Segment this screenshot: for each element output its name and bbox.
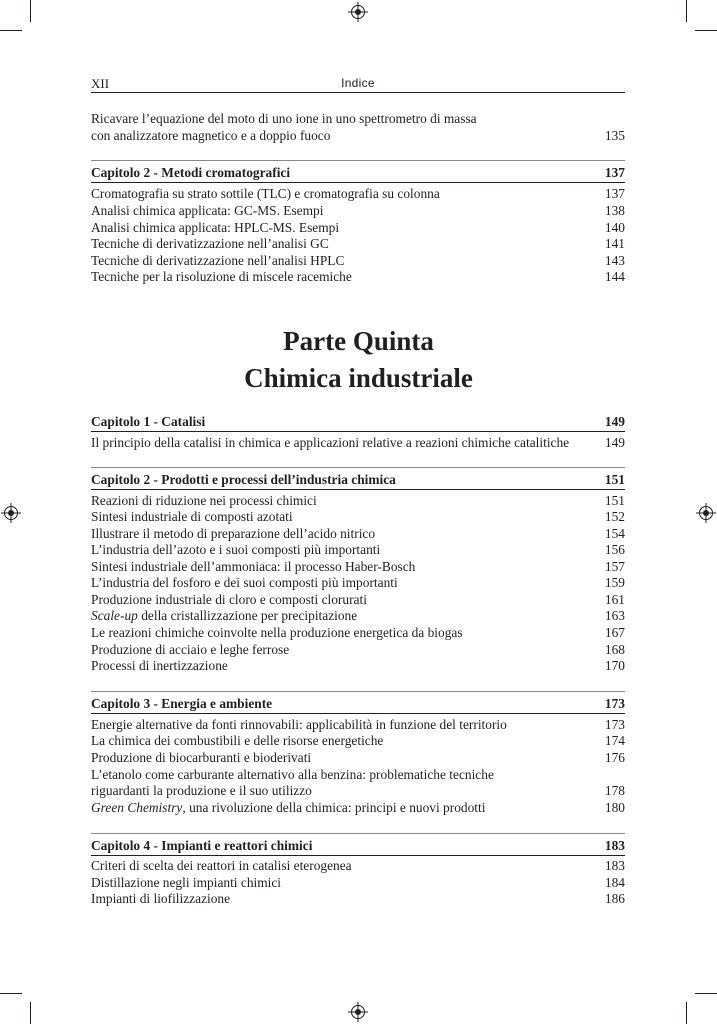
entry-text: L’industria del fosforo e dei suoi composti più importanti — [91, 575, 398, 590]
page-ref: 149 — [604, 414, 625, 429]
page-ref: 156 — [604, 542, 625, 557]
running-header — [91, 76, 625, 93]
divider — [91, 833, 625, 834]
toc-entry — [91, 219, 625, 236]
crop-mark — [0, 30, 22, 31]
toc-entry — [91, 525, 625, 542]
entry-text: Capitolo 1 - Catalisi — [91, 414, 206, 429]
entry-text: Green Chemistry — [91, 800, 183, 815]
crop-mark — [695, 30, 717, 31]
toc-entry — [91, 890, 625, 907]
page-ref: 138 — [604, 203, 625, 218]
toc-entry — [91, 732, 625, 749]
entry-text: Le reazioni chimiche coinvolte nella produzione energetica da biogas — [91, 625, 463, 640]
crop-mark — [0, 993, 22, 994]
toc-entry — [91, 641, 625, 658]
page-ref: 159 — [604, 575, 625, 590]
entry-text: Scale-up — [91, 608, 138, 623]
page-ref: 151 — [604, 493, 625, 508]
page-ref: 137 — [604, 186, 625, 201]
entry-text: Analisi chimica applicata: GC-MS. Esempi — [91, 203, 324, 218]
page-ref: 137 — [604, 165, 625, 180]
page-ref: 143 — [604, 253, 625, 268]
entry-text: della cristallizzazione per precipitazione — [137, 608, 358, 623]
entry-text: L’industria dell’azoto e i suoi composti più importanti — [91, 542, 381, 557]
crop-mark — [695, 993, 717, 994]
page-ref: 173 — [604, 717, 625, 732]
toc-entry — [91, 110, 625, 127]
registration-mark-icon — [699, 506, 713, 520]
toc-entry — [91, 434, 625, 451]
chapter-heading — [91, 164, 625, 181]
entry-text: La chimica dei combustibili e delle risorse energetiche — [91, 733, 384, 748]
entry-text: Tecniche di derivatizzazione nell’analisi HPLC — [91, 253, 345, 268]
page-ref: 163 — [604, 608, 625, 623]
toc-entry — [91, 252, 625, 269]
page-ref: 149 — [604, 435, 625, 450]
page-ref: 167 — [604, 625, 625, 640]
toc-entry — [91, 574, 625, 591]
crop-mark — [686, 0, 687, 22]
divider — [91, 855, 625, 856]
page-number: XII — [91, 76, 110, 91]
toc-entry — [91, 185, 625, 202]
entry-text: Illustrare il metodo di preparazione dell’acido nitrico — [91, 526, 376, 541]
divider — [91, 160, 625, 161]
page-ref: 141 — [604, 236, 625, 251]
divider — [91, 691, 625, 692]
toc-entry — [91, 235, 625, 252]
divider — [91, 489, 625, 490]
part-title: Parte Quinta — [283, 326, 434, 356]
entry-text: Tecniche di derivatizzazione nell’analisi GC — [91, 236, 329, 251]
entry-text: Capitolo 2 - Metodi cromatografici — [91, 165, 291, 180]
divider — [91, 431, 625, 432]
page-ref: 168 — [604, 642, 625, 657]
page-ref: 183 — [604, 858, 625, 873]
toc-entry — [91, 716, 625, 733]
toc-entry — [91, 202, 625, 219]
page-ref: 174 — [604, 733, 625, 748]
page-ref: 157 — [604, 559, 625, 574]
page-ref: 184 — [604, 875, 625, 890]
registration-mark-icon — [351, 1005, 365, 1019]
toc-entry — [91, 657, 625, 674]
crop-mark — [30, 1002, 31, 1024]
page-ref: 183 — [604, 838, 625, 853]
page-ref: 178 — [604, 783, 625, 798]
page-ref: 151 — [604, 472, 625, 487]
entry-text: Criteri di scelta dei reattori in catalisi eterogenea — [91, 858, 352, 873]
registration-mark-icon — [351, 5, 365, 19]
page-ref: 144 — [604, 269, 625, 284]
toc-entry — [91, 492, 625, 509]
entry-text: Analisi chimica applicata: HPLC-MS. Esempi — [91, 220, 340, 235]
crop-mark — [686, 1002, 687, 1024]
entry-text: Produzione di acciaio e leghe ferrose — [91, 642, 290, 657]
entry-text: Reazioni di riduzione nei processi chimici — [91, 493, 317, 508]
page-ref: 173 — [604, 696, 625, 711]
toc-entry — [91, 607, 625, 624]
page-ref: 176 — [604, 750, 625, 765]
page-ref: 154 — [604, 526, 625, 541]
entry-text: Cromatografia su strato sottile (TLC) e cromatografia su colonna — [91, 186, 440, 201]
entry-text: Produzione industriale di cloro e composti clorurati — [91, 592, 367, 607]
entry-text: Energie alternative da fonti rinnovabili: applicabilità in funzione del territorio — [91, 717, 507, 732]
entry-text: Ricavare l’equazione del moto di uno ione in uno spettrometro di massa — [91, 111, 477, 126]
entry-text: Impianti di liofilizzazione — [91, 891, 231, 906]
toc-entry — [91, 558, 625, 575]
divider — [91, 467, 625, 468]
entry-text: Produzione di biocarburanti e bioderivati — [91, 750, 312, 765]
toc-entry — [91, 857, 625, 874]
toc-entry — [91, 782, 625, 799]
page-ref: 152 — [604, 509, 625, 524]
toc-entry — [91, 268, 625, 285]
page-ref: 161 — [604, 592, 625, 607]
toc-entry — [91, 624, 625, 641]
header-title: Indice — [341, 76, 375, 90]
entry-text — [91, 799, 485, 816]
entry-text: Processi di inertizzazione — [91, 658, 228, 673]
entry-text: riguardanti la produzione e il suo utilizzo — [91, 783, 312, 798]
toc-entry — [91, 749, 625, 766]
chapter-heading — [91, 837, 625, 854]
chapter-heading — [91, 471, 625, 488]
divider — [91, 182, 625, 183]
chapter-heading — [91, 695, 625, 712]
entry-text: Sintesi industriale di composti azotati — [91, 509, 293, 524]
toc-entry — [91, 591, 625, 608]
entry-text: Sintesi industriale dell’ammoniaca: il processo Haber-Bosch — [91, 559, 416, 574]
entry-text: L’etanolo come carburante alternativo alla benzina: problematiche tecniche — [91, 767, 494, 782]
toc-entry — [91, 799, 625, 816]
toc-entry — [91, 127, 625, 144]
entry-text: Il principio della catalisi in chimica e applicazioni relative a reazioni chimiche catalitiche — [91, 435, 570, 450]
entry-text: Distillazione negli impianti chimici — [91, 875, 282, 890]
page-ref: 170 — [604, 658, 625, 673]
page-ref: 135 — [604, 128, 625, 143]
crop-mark — [30, 0, 31, 22]
toc-entry — [91, 508, 625, 525]
page-ref: 186 — [604, 891, 625, 906]
entry-text: , una rivoluzione della chimica: principi e nuovi prodotti — [182, 800, 486, 815]
entry-text: Capitolo 4 - Impianti e reattori chimici — [91, 838, 313, 853]
entry-text: con analizzatore magnetico e a doppio fuoco — [91, 128, 331, 143]
entry-text — [91, 607, 357, 624]
part-subtitle: Chimica industriale — [244, 363, 473, 393]
chapter-heading — [91, 413, 625, 430]
toc-entry — [91, 541, 625, 558]
page-ref: 140 — [604, 220, 625, 235]
page-ref: 180 — [604, 800, 625, 815]
entry-text: Tecniche per la risoluzione di miscele racemiche — [91, 269, 352, 284]
entry-text: Capitolo 2 - Prodotti e processi dell’industria chimica — [91, 472, 396, 487]
divider — [91, 713, 625, 714]
toc-entry — [91, 874, 625, 891]
entry-text: Capitolo 3 - Energia e ambiente — [91, 696, 273, 711]
toc-entry — [91, 766, 625, 783]
registration-mark-icon — [4, 506, 18, 520]
